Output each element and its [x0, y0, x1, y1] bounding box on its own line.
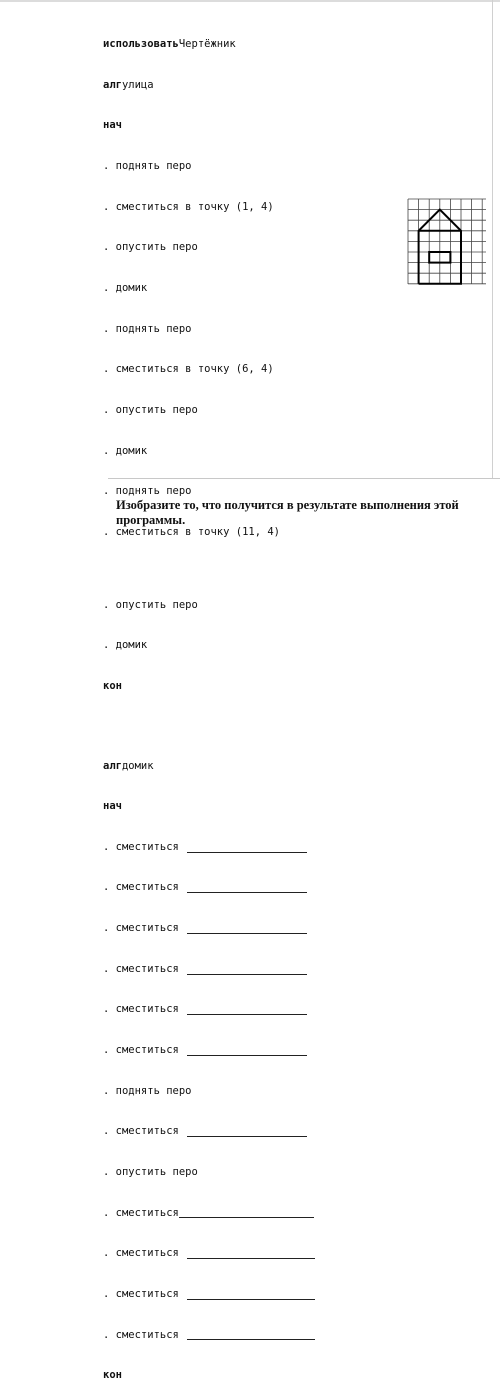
performer-name: Чертёжник — [178, 38, 236, 51]
street-command: . сместиться в точку (6, 4) — [103, 363, 274, 376]
section-divider — [108, 478, 500, 479]
answer-blank[interactable] — [187, 1127, 307, 1137]
alg-keyword: алг — [103, 759, 122, 772]
answer-blank[interactable] — [187, 1330, 315, 1340]
house-command: . сместиться — [103, 1206, 179, 1219]
use-line — [103, 38, 315, 52]
street-command: . опустить перо — [103, 598, 198, 611]
street-command: . домик — [103, 639, 148, 652]
house-command-row — [103, 1125, 315, 1139]
house-command-row — [103, 1329, 315, 1343]
alg-street-header — [103, 79, 315, 93]
top-edge — [0, 0, 500, 2]
street-command: . домик — [103, 444, 148, 457]
alg-house-name: домик — [121, 759, 154, 772]
house-command-row — [103, 1288, 315, 1302]
end-keyword: кон — [103, 1369, 122, 1382]
house-command: . сместиться — [103, 840, 179, 853]
answer-blank[interactable] — [187, 1005, 307, 1015]
house-drawing — [406, 197, 488, 286]
answer-blank[interactable] — [187, 883, 307, 893]
street-command: . поднять перо — [103, 160, 192, 173]
street-command: . опустить перо — [103, 241, 198, 254]
answer-blank[interactable] — [179, 1208, 314, 1218]
answer-blank[interactable] — [187, 1046, 307, 1056]
street-command: . сместиться в точку (11, 4) — [103, 525, 281, 538]
house-command: . сместиться — [103, 922, 179, 935]
alg-street-name: улица — [121, 78, 154, 91]
grid-lines — [408, 199, 486, 284]
program-listing — [103, 11, 315, 1396]
alg-house-header — [103, 760, 315, 774]
task-line-2: программы. — [116, 513, 186, 527]
house-command: . сместиться — [103, 962, 179, 975]
house-command: . сместиться — [103, 1247, 179, 1260]
use-keyword: использовать — [103, 38, 179, 51]
answer-blank[interactable] — [187, 843, 307, 853]
house-command-row — [103, 1003, 315, 1017]
street-command: . поднять перо — [103, 322, 192, 335]
house-command: . сместиться — [103, 1328, 179, 1341]
task-line-1: Изобразите то, что получится в результате выполнения этой — [116, 498, 459, 512]
answer-blank[interactable] — [187, 1290, 315, 1300]
street-command: . домик — [103, 281, 148, 294]
begin-keyword: нач — [103, 800, 122, 813]
house-command-row — [103, 841, 315, 855]
house-command: . сместиться — [103, 1125, 179, 1138]
alg-keyword: алг — [103, 78, 122, 91]
house-command-row — [103, 1085, 315, 1099]
street-command: . сместиться в точку (1, 4) — [103, 200, 274, 213]
house-command-row — [103, 881, 315, 895]
house-command-row — [103, 922, 315, 936]
street-command: . поднять перо — [103, 485, 192, 498]
house-command: . поднять перо — [103, 1084, 192, 1097]
answer-blank[interactable] — [187, 1249, 315, 1259]
task-text — [116, 498, 500, 528]
house-command-row — [103, 1044, 315, 1058]
end-keyword: кон — [103, 679, 122, 692]
house-command: . сместиться — [103, 1003, 179, 1016]
page-right-rule — [492, 0, 493, 478]
answer-blank[interactable] — [187, 965, 307, 975]
house-command-row — [103, 1247, 315, 1261]
street-command: . опустить перо — [103, 403, 198, 416]
house-command: . сместиться — [103, 881, 179, 894]
house-command-row — [103, 963, 315, 977]
house-command-row — [103, 1166, 315, 1180]
house-command: . сместиться — [103, 1044, 179, 1057]
answer-blank[interactable] — [187, 924, 307, 934]
house-command: . сместиться — [103, 1287, 179, 1300]
house-command: . опустить перо — [103, 1165, 198, 1178]
begin-keyword: нач — [103, 119, 122, 132]
house-command-row — [103, 1207, 315, 1221]
